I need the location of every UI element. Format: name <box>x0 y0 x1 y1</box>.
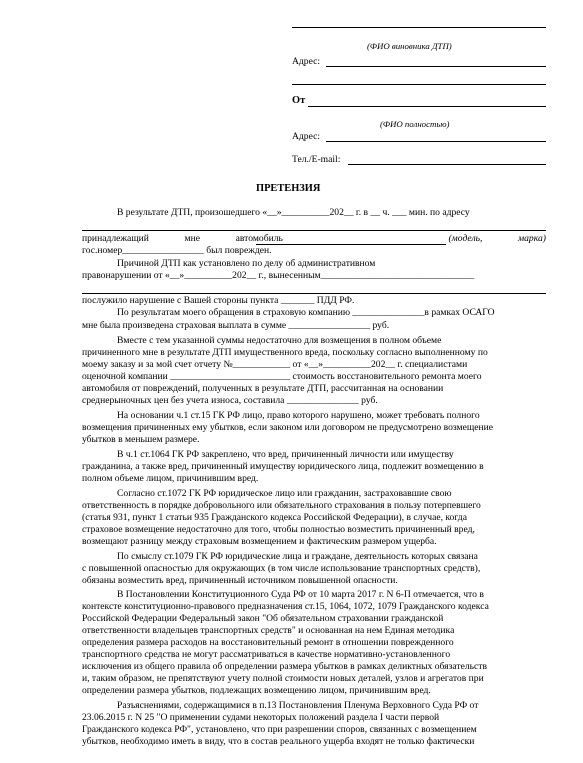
body-line: мне была произведена страховая выплата в сумме _________________ руб. <box>82 320 390 331</box>
body-line: Разъяснениями, содержащимися в п.13 Постановления Пленума Верховного Суда РФ от <box>117 700 479 711</box>
body-line: Российской Федерации Федеральный закон "Об обязательном страховании гражданской <box>82 613 444 624</box>
body-line: По смыслу ст.1079 ГК РФ юридические лица и граждане, деятельность которых связана <box>117 551 478 562</box>
body-line: В Постановлении Конституционного Суда РФ от 10 марта 2017 г. N 6-П отмечается, что в <box>117 589 484 600</box>
body-line: ответственность в порядке добровольного или обязательного страхования в пользу потерпевшего <box>82 500 481 511</box>
phone-email-line <box>348 164 546 165</box>
address-label-2: Адрес: <box>292 131 321 142</box>
body-line: Гражданского кодекса РФ", установлено, что при разрешении споров, связанных с возмещением <box>82 724 477 735</box>
body-line: убытков в меньшем размере. <box>82 434 200 445</box>
full-name-caption: (ФИО полностью) <box>380 119 450 129</box>
body-line: 23.06.2015 г. N 25 "О применении судами некоторых положений раздела I части первой <box>82 712 440 723</box>
from-label: От <box>292 95 306 106</box>
body-line: автомобиля от повреждений, полученных в результате ДТП, рассчитанная на основании <box>82 383 444 394</box>
body-line: Вместе с тем указанной суммы недостаточно для возмещения в полном объеме <box>117 335 442 346</box>
body-line: В результате ДТП, произошедшего «__»__________202__ г. в __ ч. ___ мин. по адресу <box>117 207 470 218</box>
body-line: обязаны возместить вред, причиненный источником повышенной опасности. <box>82 575 398 586</box>
body-line: правонарушении от «__»__________202__ г., вынесенным________________________________ <box>82 270 475 281</box>
culprit-name-line <box>292 27 546 28</box>
text-fragment: принадлежащий <box>82 233 149 244</box>
body-line: Причиной ДТП как установлено по делу об административном <box>117 258 376 269</box>
body-line: послужило нарушение с Вашей стороны пункта _______ ПДД РФ. <box>82 295 355 306</box>
document-title: ПРЕТЕНЗИЯ <box>256 183 321 194</box>
body-line: ответственности владельцев транспортных средств" и основанная на нем Единая методика <box>82 625 455 636</box>
phone-email-label: Тел./E-mail: <box>292 154 341 165</box>
body-line: определении размера убытков, подлежащих возмещению лицом, причинившим вред. <box>82 685 431 696</box>
body-line: среднерыночных цен без учета износа, составила _______________ руб. <box>82 395 378 406</box>
body-line: возмещения причиненных ему убытков, если законом или договором не предусмотрено возмещение <box>82 422 494 433</box>
body-line: гражданина, а также вред, причиненный имуществу юридического лица, подлежит возмещению в <box>82 461 484 472</box>
text-fragment: (модель, <box>448 233 483 244</box>
body-line: с повышенной опасностью для окружающих (в том числе использование транспортных средств), <box>82 563 481 574</box>
body-line: определения размера расходов на восстановительный ремонт в отношении поврежденного <box>82 637 454 648</box>
body-line: Согласно ст.1072 ГК РФ юридическое лицо или гражданин, застраховавшие свою <box>117 488 452 499</box>
address-line-2 <box>292 84 546 85</box>
text-fragment: марка) <box>518 233 546 244</box>
text-fragment: мне <box>184 233 200 244</box>
body-line: гос.номер_________________ был поврежден. <box>82 245 272 256</box>
body-line: транспортного средства не могут рассматриваться в качестве нормативно-установленного <box>82 649 451 660</box>
culprit-name-caption: (ФИО виновника ДТП) <box>367 41 452 51</box>
address-line-1 <box>326 66 546 67</box>
body-line: страховое возмещение недостаточно для того, чтобы полностью возместить причиненный вред, <box>82 524 475 535</box>
body-line: исключения из общего правила об определении размера убытков в рамках деликтных обязательств <box>82 661 487 672</box>
address-line-3 <box>326 141 546 142</box>
body-line: полном объеме лицом, причинившим вред. <box>82 473 259 484</box>
body-line: В ч.1 ст.1064 ГК РФ закреплено, что вред, причиненный личности или имуществу <box>117 449 454 460</box>
body-line: и, таким образом, не препятствуют учету полной стоимости новых деталей, узлов и агрегатов при <box>82 673 484 684</box>
from-name-line <box>308 106 546 107</box>
blank-line <box>82 230 546 231</box>
body-line: моему заказу и за мой счет отчету №____________ от «__»__________202__ г. специалистами <box>82 359 468 370</box>
body-line: возмещают разницу между страховым возмещением и фактическим размером ущерба. <box>82 536 437 547</box>
blank-line <box>82 293 546 294</box>
blank-line <box>256 244 446 245</box>
body-line: причиненного мне в результате ДТП имущественного вреда, поскольку согласно выполненному по <box>82 347 488 358</box>
text-fragment: автомобиль <box>235 233 283 244</box>
address-label: Адрес: <box>292 56 321 67</box>
body-line: По результатам моего обращения в страховую компанию _______________в рамках ОСАГО <box>117 307 495 318</box>
body-line: убытков, необходимо иметь в виду, что в состав реального ущерба входят не только фактически <box>82 736 475 747</box>
body-line: (статья 931, пункт 1 статьи 935 Гражданского кодекса Российской Федерации), в случае, когда <box>82 512 467 523</box>
body-line: оценочной компании _________________________ стоимость восстановительного ремонта моего <box>82 371 482 382</box>
body-line: контексте конституционно-правового предназначения ст.15, 1064, 1072, 1079 Гражданского кодекса <box>82 601 489 612</box>
body-line: На основании ч.1 ст.15 ГК РФ лицо, право которого нарушено, может требовать полного <box>117 410 480 421</box>
